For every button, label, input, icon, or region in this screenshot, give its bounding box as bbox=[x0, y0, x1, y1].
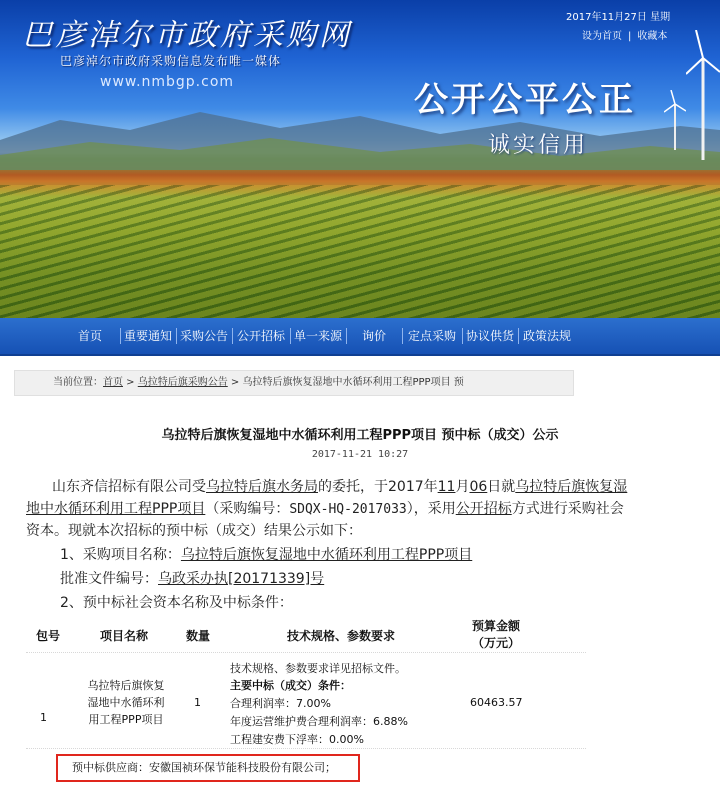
nav-item-designated[interactable]: 定点采购 bbox=[407, 329, 456, 343]
intro-text: 日就 bbox=[487, 479, 516, 495]
site-subtitle: 巴彦淖尔市政府采购信息发布唯一媒体 bbox=[60, 54, 282, 68]
nav-item-public-tender[interactable]: 公开招标 bbox=[236, 329, 285, 343]
intro-text: 山东齐信招标有限公司受 bbox=[52, 479, 206, 495]
item1 bbox=[60, 545, 472, 565]
cell-project-name-1: 乌拉特后旗恢复 bbox=[87, 679, 165, 692]
breadcrumb-current: 乌拉特后旗恢复湿地中水循环利用工程PPP项目 预 bbox=[242, 377, 464, 388]
wind-turbine-small-icon bbox=[664, 90, 686, 150]
table-header-name: 项目名称 bbox=[99, 629, 148, 643]
breadcrumb-separator: > bbox=[227, 377, 243, 388]
divider bbox=[26, 652, 586, 653]
table-header-spec: 技术规格、参数要求 bbox=[286, 629, 395, 643]
header-banner bbox=[0, 0, 720, 318]
approval-value: 乌政采办执[20171339]号 bbox=[158, 571, 325, 587]
current-date: 2017年11月27日 星期 bbox=[566, 12, 671, 23]
cell-spec-1: 技术规格、参数要求详见招标文件。 bbox=[230, 662, 406, 675]
site-title: 巴彦淖尔市政府采购网 bbox=[22, 18, 352, 53]
item1-label: 1、采购项目名称： bbox=[60, 547, 181, 563]
nav-item-announcements[interactable]: 采购公告 bbox=[179, 329, 228, 343]
intro-entrusting-party: 乌拉特后旗水务局 bbox=[206, 479, 318, 495]
site-url: www.nmbgp.com bbox=[100, 74, 235, 90]
divider bbox=[26, 748, 586, 749]
intro-project-name: 地中水循环利用工程PPP项目 bbox=[26, 501, 206, 517]
nav-item-inquiry[interactable]: 询价 bbox=[361, 329, 386, 343]
intro-method: 公开招标 bbox=[455, 501, 512, 517]
cell-qty: 1 bbox=[194, 696, 201, 709]
nav-item-home[interactable]: 首页 bbox=[77, 329, 102, 343]
intro-line-2 bbox=[26, 499, 624, 520]
procurement-number: SDQX-HQ-2017033 bbox=[289, 502, 407, 517]
winner-label: 预中标供应商： bbox=[72, 761, 149, 774]
set-homepage-link[interactable]: 设为首页 bbox=[582, 31, 622, 42]
nav-item-notices[interactable]: 重要通知 bbox=[123, 329, 172, 343]
intro-line-3: 资本。现就本次招标的预中标（成交）结果公示如下： bbox=[26, 523, 362, 539]
cell-pkg: 1 bbox=[40, 711, 47, 724]
item2: 2、预中标社会资本名称及中标条件： bbox=[60, 595, 293, 611]
intro-project-name: 乌拉特后旗恢复湿 bbox=[515, 479, 628, 495]
approval-number bbox=[60, 569, 324, 589]
nav-item-agreement[interactable]: 协议供货 bbox=[465, 329, 514, 343]
table-header-pkg: 包号 bbox=[35, 629, 60, 643]
intro-line-1 bbox=[52, 477, 627, 497]
divider: | bbox=[628, 31, 632, 42]
article-date: 2017-11-21 10:27 bbox=[311, 449, 409, 460]
slogan-secondary: 诚实信用 bbox=[488, 133, 589, 158]
cell-spec-4: 年度运营维护费合理利润率：6.88% bbox=[230, 715, 408, 728]
breadcrumb-section-link[interactable]: 乌拉特后旗采购公告 bbox=[137, 377, 228, 388]
item1-value: 乌拉特后旗恢复湿地中水循环利用工程PPP项目 bbox=[180, 547, 473, 563]
intro-month: 11 bbox=[437, 479, 456, 495]
cell-project-name-2: 湿地中水循环利 bbox=[87, 696, 165, 709]
table-header-budget: 预算金额 bbox=[471, 619, 520, 633]
cell-budget: 60463.57 bbox=[470, 696, 523, 709]
breadcrumb-separator: > bbox=[123, 377, 138, 388]
cell-spec-2: 主要中标（成交）条件： bbox=[230, 679, 351, 692]
intro-text: （采购编号： bbox=[205, 501, 290, 517]
breadcrumb-home-link[interactable]: 首页 bbox=[103, 377, 123, 388]
table-header-qty: 数量 bbox=[185, 629, 210, 643]
intro-text: 月 bbox=[455, 479, 470, 495]
intro-text: 的委托，于2017年 bbox=[318, 479, 438, 495]
slogan: 公开公平公正 bbox=[414, 80, 636, 120]
top-links bbox=[582, 27, 667, 42]
main-nav bbox=[0, 318, 720, 356]
add-favorite-link[interactable]: 收藏本 bbox=[637, 31, 668, 42]
breadcrumb bbox=[14, 370, 574, 396]
nav-item-policy[interactable]: 政策法规 bbox=[522, 329, 571, 343]
intro-text: 方式进行采购社会 bbox=[511, 501, 624, 517]
wind-turbine-icon bbox=[686, 30, 720, 160]
winning-supplier-box bbox=[56, 754, 360, 782]
nav-item-single-source[interactable]: 单一来源 bbox=[293, 329, 342, 343]
cell-spec-5: 工程建安费下浮率：0.00% bbox=[230, 733, 364, 746]
intro-day: 06 bbox=[469, 479, 488, 495]
intro-text: ），采用 bbox=[406, 501, 456, 517]
cell-spec-3: 合理利润率：7.00% bbox=[230, 697, 331, 710]
breadcrumb-label: 当前位置： bbox=[53, 377, 103, 388]
article-title: 乌拉特后旗恢复湿地中水循环利用工程PPP项目 预中标（成交）公示 bbox=[161, 428, 559, 443]
field-texture bbox=[0, 185, 720, 318]
table-header-budget-unit: （万元） bbox=[471, 636, 520, 650]
approval-label: 批准文件编号： bbox=[60, 571, 158, 587]
cell-project-name-3: 用工程PPP项目 bbox=[88, 713, 164, 726]
winner-value: 安徽国祯环保节能科技股份有限公司； bbox=[149, 761, 336, 774]
